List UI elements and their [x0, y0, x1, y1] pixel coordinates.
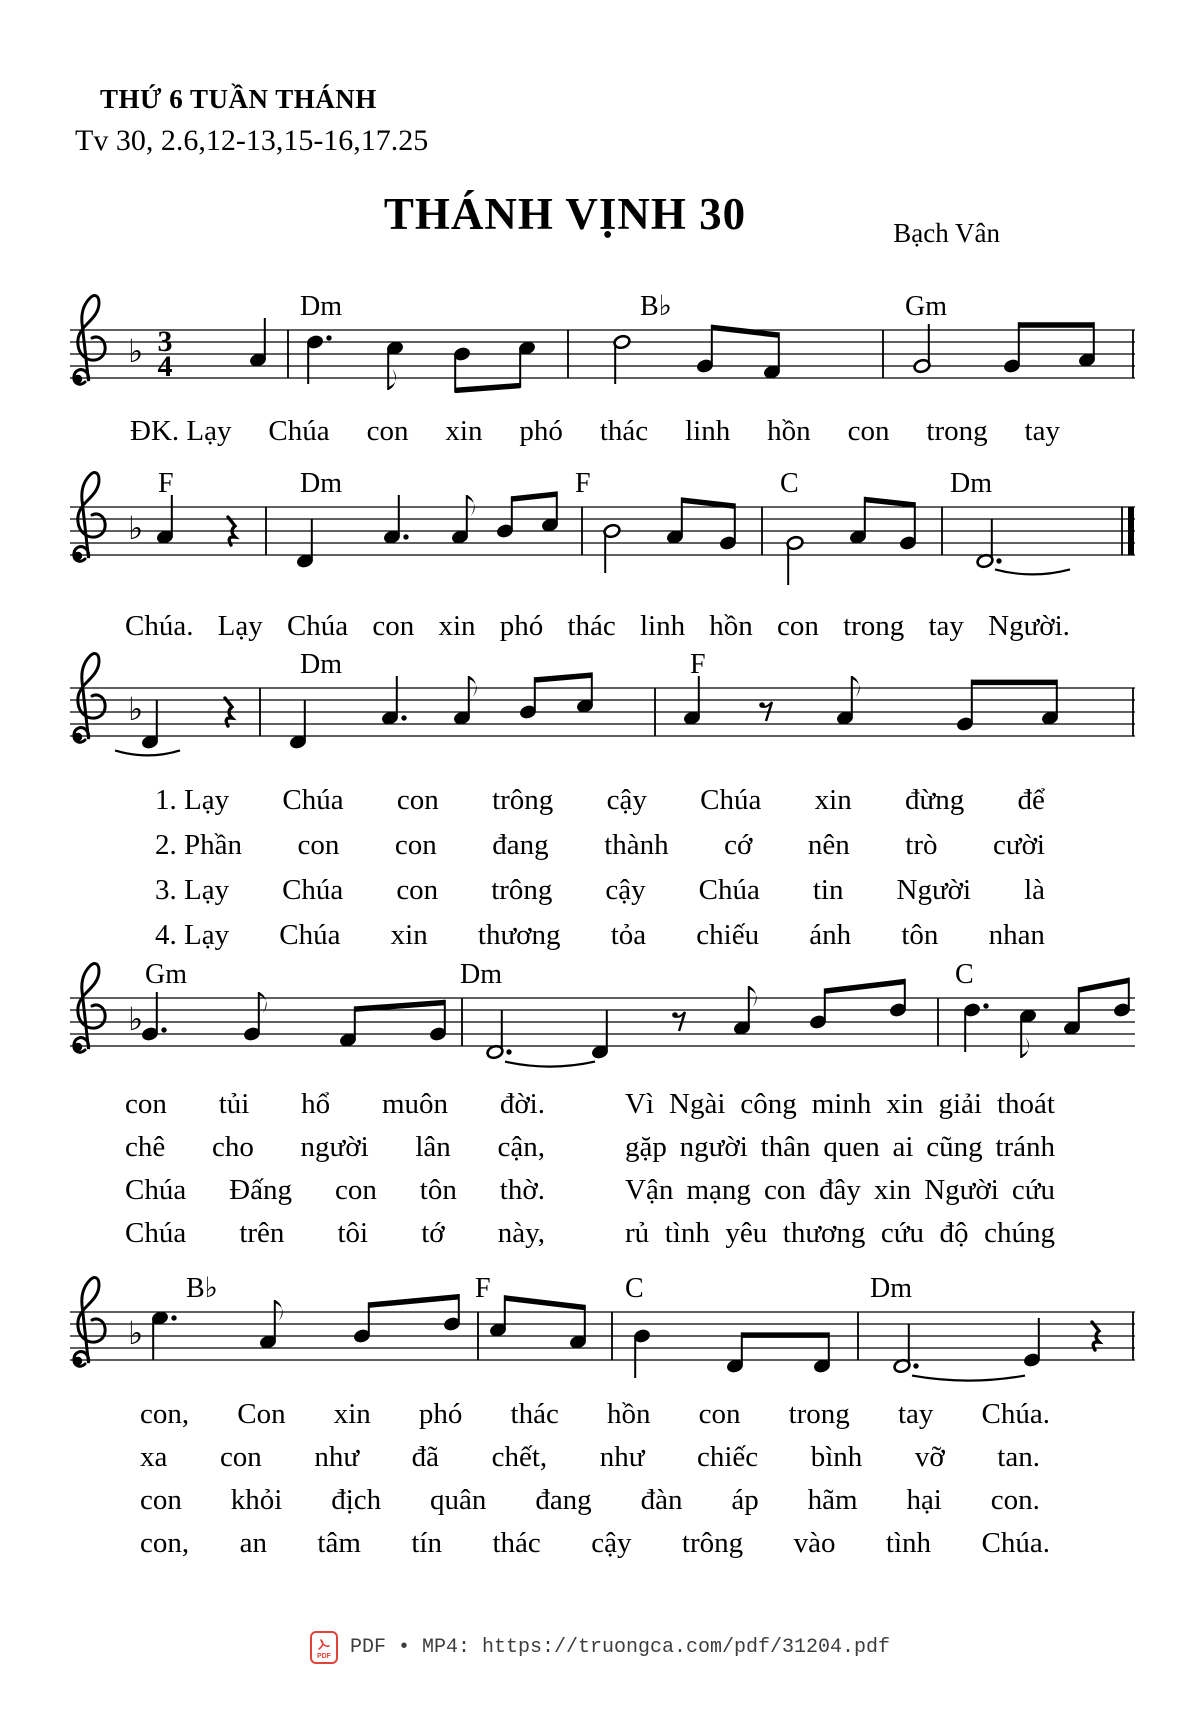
chord-label: F [158, 468, 174, 499]
lyric-word: hãm [807, 1484, 858, 1516]
lyric-word: Chúa [125, 1217, 187, 1249]
lyric-word: 3. Lạy [155, 874, 230, 906]
lyric-word: chiếc [697, 1441, 759, 1473]
staff-system-3 [70, 643, 1145, 768]
lyric-word: Chúa [279, 919, 341, 951]
note [633, 1328, 651, 1378]
lyric-word: vào [793, 1527, 836, 1559]
treble-clef-icon [74, 473, 105, 562]
lyric-word: người [679, 1131, 748, 1163]
lyric-word: tay [897, 1398, 934, 1430]
lyric-word: ánh [809, 919, 852, 951]
lyric-word: Chúa [125, 1174, 187, 1206]
lyric-line-segment [140, 1397, 1050, 1431]
lyric-word: đừng [905, 784, 965, 816]
lyric-line-segment [130, 414, 1060, 448]
lyric-word: xin [333, 1398, 371, 1430]
lyric-word: chê [125, 1131, 166, 1163]
lyric-word: quen [823, 1131, 880, 1163]
lyric-word: tôi [337, 1217, 369, 1249]
note [591, 1010, 609, 1060]
lyric-word: hồn [767, 415, 811, 447]
lyric-word: hồn [606, 1398, 651, 1430]
lyric-word: thác [599, 415, 649, 447]
lyric-word: con [776, 610, 819, 642]
flat-sign [128, 1000, 143, 1038]
lyric-word: cận, [497, 1131, 545, 1163]
beamed-notes [726, 1332, 831, 1373]
lyric-word: trong [926, 415, 988, 447]
lyric-word: tình [664, 1217, 710, 1249]
svg-text:♭: ♭ [128, 690, 144, 728]
lyric-word: xin [438, 610, 476, 642]
staff-system-2 [70, 462, 1145, 587]
lyric-word: trông [492, 784, 554, 816]
lyric-word: đang [492, 829, 549, 861]
lyric-word: Chúa [700, 784, 762, 816]
svg-text:♭: ♭ [128, 509, 144, 547]
lyric-word: yêu [725, 1217, 768, 1249]
lyric-word: tôn [419, 1174, 457, 1206]
lyric-word: Chúa [282, 784, 344, 816]
lyric-line-segment [140, 1526, 1050, 1560]
lyric-word: Chúa [286, 610, 349, 642]
lyric-word: Ngài [669, 1088, 726, 1120]
footer-link-row[interactable] [0, 1631, 1200, 1664]
lyric-word: rủ [625, 1217, 650, 1249]
lyric-word: trò [905, 829, 938, 861]
lyric-word: gặp [625, 1131, 667, 1163]
tie-slur [912, 1376, 1025, 1381]
note [613, 334, 631, 384]
chord-label: Dm [460, 959, 502, 990]
treble-clef-icon [74, 654, 105, 743]
lyric-line-segment [155, 783, 1045, 817]
note [1023, 1318, 1041, 1368]
svg-text:3: 3 [157, 325, 173, 358]
note [486, 1010, 512, 1060]
psalm-reference: Tv 30, 2.6,12-13,15-16,17.25 [75, 124, 429, 157]
lyric-line-segment [125, 1087, 545, 1121]
note [976, 519, 1002, 569]
lyric-line-segment [125, 609, 1070, 643]
lyric-line-segment [625, 1087, 1055, 1121]
lyric-word: mạng [686, 1174, 751, 1206]
lyric-word: trong [843, 610, 905, 642]
lyric-word: con [396, 874, 439, 906]
lyric-word: trong [788, 1398, 850, 1430]
lyric-word: đàn [640, 1484, 683, 1516]
liturgical-day-heading: THỨ 6 TUẦN THÁNH [100, 84, 377, 114]
note [156, 495, 174, 545]
beamed-notes [1063, 978, 1131, 1036]
lyric-word: nhan [988, 919, 1045, 951]
lyric-word: thoát [996, 1088, 1055, 1120]
lyric-word: con [366, 415, 409, 447]
note [1019, 1008, 1037, 1058]
lyric-line-segment [155, 873, 1045, 907]
lyric-word: xa [140, 1441, 168, 1473]
lyric-word: thương [782, 1217, 866, 1249]
lyric-word: Chúa. [981, 1398, 1050, 1430]
lyric-word: con, [140, 1398, 190, 1430]
chord-label: Gm [145, 959, 187, 990]
staff-system-5 [70, 1267, 1145, 1392]
lyric-word: trông [491, 874, 553, 906]
lyric-word: Chúa [268, 415, 330, 447]
tie-slur [995, 569, 1070, 574]
staff-svg [70, 462, 1145, 590]
lyric-word: Người. [988, 610, 1070, 642]
note [603, 523, 621, 573]
lyric-line-segment [140, 1483, 1040, 1517]
note [381, 676, 407, 726]
lyric-word: tay [1024, 415, 1060, 447]
lyric-word: là [1024, 874, 1045, 906]
lyric-word: tâm [317, 1527, 361, 1559]
lyric-word: Con [237, 1398, 286, 1430]
staff-svg [70, 953, 1145, 1081]
note [383, 495, 409, 545]
lyric-word: tay [928, 610, 964, 642]
lyric-word: tan. [997, 1441, 1040, 1473]
lyric-line-segment [625, 1173, 1055, 1207]
lyric-word: cứu [880, 1217, 925, 1249]
lyric-word: nên [807, 829, 850, 861]
lyric-word: như [599, 1441, 645, 1473]
staff-svg [70, 1267, 1145, 1395]
lyric-word: tin [812, 874, 844, 906]
lyric-word: khỏi [230, 1484, 283, 1516]
chord-label: F [575, 468, 591, 499]
note [249, 318, 267, 368]
lyric-word: tránh [995, 1131, 1055, 1163]
lyric-word: cớ [724, 829, 753, 861]
staff-svg [70, 643, 1145, 771]
lyric-line-segment [625, 1130, 1055, 1164]
lyric-word: thác [492, 1527, 541, 1559]
lyric-word: cậy [591, 1527, 632, 1559]
chord-label: B♭ [640, 291, 672, 322]
lyric-word: tín [411, 1527, 442, 1559]
lyric-word: đã [411, 1441, 440, 1473]
lyric-word: cho [211, 1131, 254, 1163]
lyric-word: để [1017, 784, 1045, 816]
svg-text:♭: ♭ [128, 1314, 144, 1352]
lyric-word: con [219, 1441, 262, 1473]
lyric-word: ai [892, 1131, 914, 1163]
flat-sign [128, 1314, 143, 1352]
lyric-word: 2. Phần [155, 829, 242, 861]
svg-text:4: 4 [157, 350, 173, 383]
note [893, 1324, 919, 1374]
chord-label: Dm [950, 468, 992, 499]
tie-slur [505, 1062, 595, 1067]
lyric-word: hồn [709, 610, 753, 642]
lyric-word: Đấng [229, 1174, 292, 1206]
lyric-word: con [125, 1088, 167, 1120]
lyric-word: Chúa [282, 874, 344, 906]
note [259, 1300, 283, 1350]
lyric-word: Vì [625, 1088, 654, 1120]
beamed-notes [453, 340, 536, 393]
lyric-word: con [394, 829, 437, 861]
beamed-notes [339, 1000, 447, 1048]
lyric-word: xin [814, 784, 852, 816]
flat-sign [128, 690, 143, 728]
lyric-word: đời. [499, 1088, 545, 1120]
chord-label: F [690, 649, 706, 680]
lyric-word: tớ [421, 1217, 445, 1249]
lyric-word: con [764, 1174, 806, 1206]
beamed-notes [696, 325, 781, 380]
lyric-word: chiếu [696, 919, 760, 951]
lyric-word: tỏa [610, 919, 647, 951]
lyric-word: tình [885, 1527, 932, 1559]
lyric-word: chết, [491, 1441, 548, 1473]
lyric-word: con [140, 1484, 182, 1516]
lyric-word: con [297, 829, 340, 861]
lyric-word: ĐK. Lạy [130, 415, 232, 447]
lyric-word: phó [418, 1398, 463, 1430]
flat-sign [128, 509, 143, 547]
note [683, 676, 701, 726]
lyric-word: linh [685, 415, 731, 447]
lyric-word: phó [519, 415, 563, 447]
lyric-word: 1. Lạy [155, 784, 230, 816]
lyric-word: hổ [301, 1088, 331, 1120]
note [296, 519, 314, 569]
lyric-word: xin [445, 415, 483, 447]
lyric-word: cười [993, 829, 1045, 861]
lyric-word: thờ. [499, 1174, 545, 1206]
chord-label: C [780, 468, 799, 499]
lyric-word: như [314, 1441, 360, 1473]
lyric-word: thành [604, 829, 669, 861]
lyric-word: con [698, 1398, 741, 1430]
lyric-word: lân [415, 1131, 451, 1163]
note [786, 535, 804, 585]
note [451, 495, 475, 545]
lyric-word: vỡ [914, 1441, 945, 1473]
lyric-word: con [396, 784, 439, 816]
lyric-line-segment [125, 1216, 545, 1250]
lyric-word: xin [390, 919, 428, 951]
lyric-line-segment [155, 918, 1045, 952]
staff-svg [70, 285, 1145, 413]
lyric-word: con [847, 415, 890, 447]
lyric-line-segment [155, 828, 1045, 862]
note [151, 1310, 177, 1360]
adobe-glyph [317, 1639, 330, 1652]
lyric-word: chúng [984, 1217, 1055, 1249]
lyric-word: xin [874, 1174, 912, 1206]
pdf-file-icon[interactable]: PDF [310, 1631, 338, 1664]
chord-label: B♭ [186, 1273, 218, 1304]
lyric-word: con. [990, 1484, 1040, 1516]
lyric-word: thương [477, 919, 561, 951]
staff-system-1 [70, 285, 1145, 410]
lyric-line-segment [625, 1216, 1055, 1250]
note [453, 676, 477, 726]
lyric-word: con, [140, 1527, 190, 1559]
lyric-word: hại [906, 1484, 942, 1516]
note [289, 700, 307, 750]
lyric-word: bình [810, 1441, 863, 1473]
staff-system-4 [70, 953, 1145, 1078]
lyric-line-segment [125, 1173, 545, 1207]
lyric-word: độ [939, 1217, 969, 1249]
lyric-word: linh [639, 610, 686, 642]
lyric-word: thân [760, 1131, 811, 1163]
treble-clef-icon [74, 296, 105, 385]
lyric-line-segment [125, 1130, 545, 1164]
lyric-word: đang [535, 1484, 592, 1516]
lyric-word: tủi [218, 1088, 250, 1120]
lyric-word: tôn [901, 919, 939, 951]
lyric-word: an [239, 1527, 267, 1559]
chord-label: C [955, 959, 974, 990]
lyric-word: địch [331, 1484, 382, 1516]
lyric-word: người [300, 1131, 369, 1163]
treble-clef-icon [74, 1278, 105, 1367]
lyric-line-segment [140, 1440, 1040, 1474]
lyric-word: phó [499, 610, 544, 642]
lyric-word: Chúa. [981, 1527, 1050, 1559]
song-title: THÁNH VỊNH 30 [383, 189, 747, 239]
chord-label: Dm [300, 468, 342, 499]
note [386, 340, 404, 390]
lyric-word: con [334, 1174, 377, 1206]
lyric-word: Vận [625, 1174, 674, 1206]
chord-label: Dm [300, 649, 342, 680]
lyric-word: Người [896, 874, 972, 906]
lyric-word: này, [497, 1217, 545, 1249]
lyric-word: con [372, 610, 415, 642]
svg-text:♭: ♭ [128, 1000, 144, 1038]
lyric-word: Chúa. [125, 610, 194, 642]
tie-slur [115, 750, 180, 755]
lyric-word: áp [731, 1484, 759, 1516]
lyric-word: cứu [1011, 1174, 1055, 1206]
lyric-word: trên [239, 1217, 285, 1249]
chord-label: C [625, 1273, 644, 1304]
lyric-word: minh [811, 1088, 872, 1120]
lyric-word: muôn [381, 1088, 448, 1120]
lyric-word: cậy [605, 874, 646, 906]
lyric-word: xin [886, 1088, 924, 1120]
flat-sign [128, 332, 143, 370]
lyric-word: thác [510, 1398, 559, 1430]
chord-label: Gm [905, 291, 947, 322]
note [836, 676, 860, 726]
svg-text:♭: ♭ [128, 332, 144, 370]
lyric-word: quân [430, 1484, 487, 1516]
lyric-word: công [740, 1088, 797, 1120]
lyric-word: cậy [606, 784, 647, 816]
lyric-word: trông [681, 1527, 744, 1559]
lyric-word: 4. Lạy [155, 919, 230, 951]
chord-label: Dm [300, 291, 342, 322]
lyric-word: Lạy [217, 610, 263, 642]
time-signature [158, 325, 173, 383]
lyric-word: giải [938, 1088, 982, 1120]
footer-download-link[interactable]: PDF • MP4: https://truongca.com/pdf/31204.pdf [349, 1636, 891, 1659]
lyric-word: Chúa [698, 874, 760, 906]
lyric-word: đây [819, 1174, 861, 1206]
lyric-word: thác [567, 610, 616, 642]
lyric-word: Người [924, 1174, 999, 1206]
chord-label: F [475, 1273, 491, 1304]
treble-clef-icon [74, 964, 105, 1053]
note [913, 324, 931, 374]
lyric-word: cũng [926, 1131, 983, 1163]
composer-name: Bạch Vân [893, 218, 1000, 248]
note [141, 700, 159, 750]
note [733, 986, 757, 1036]
chord-label: Dm [870, 1273, 912, 1304]
beamed-notes [489, 1295, 587, 1349]
